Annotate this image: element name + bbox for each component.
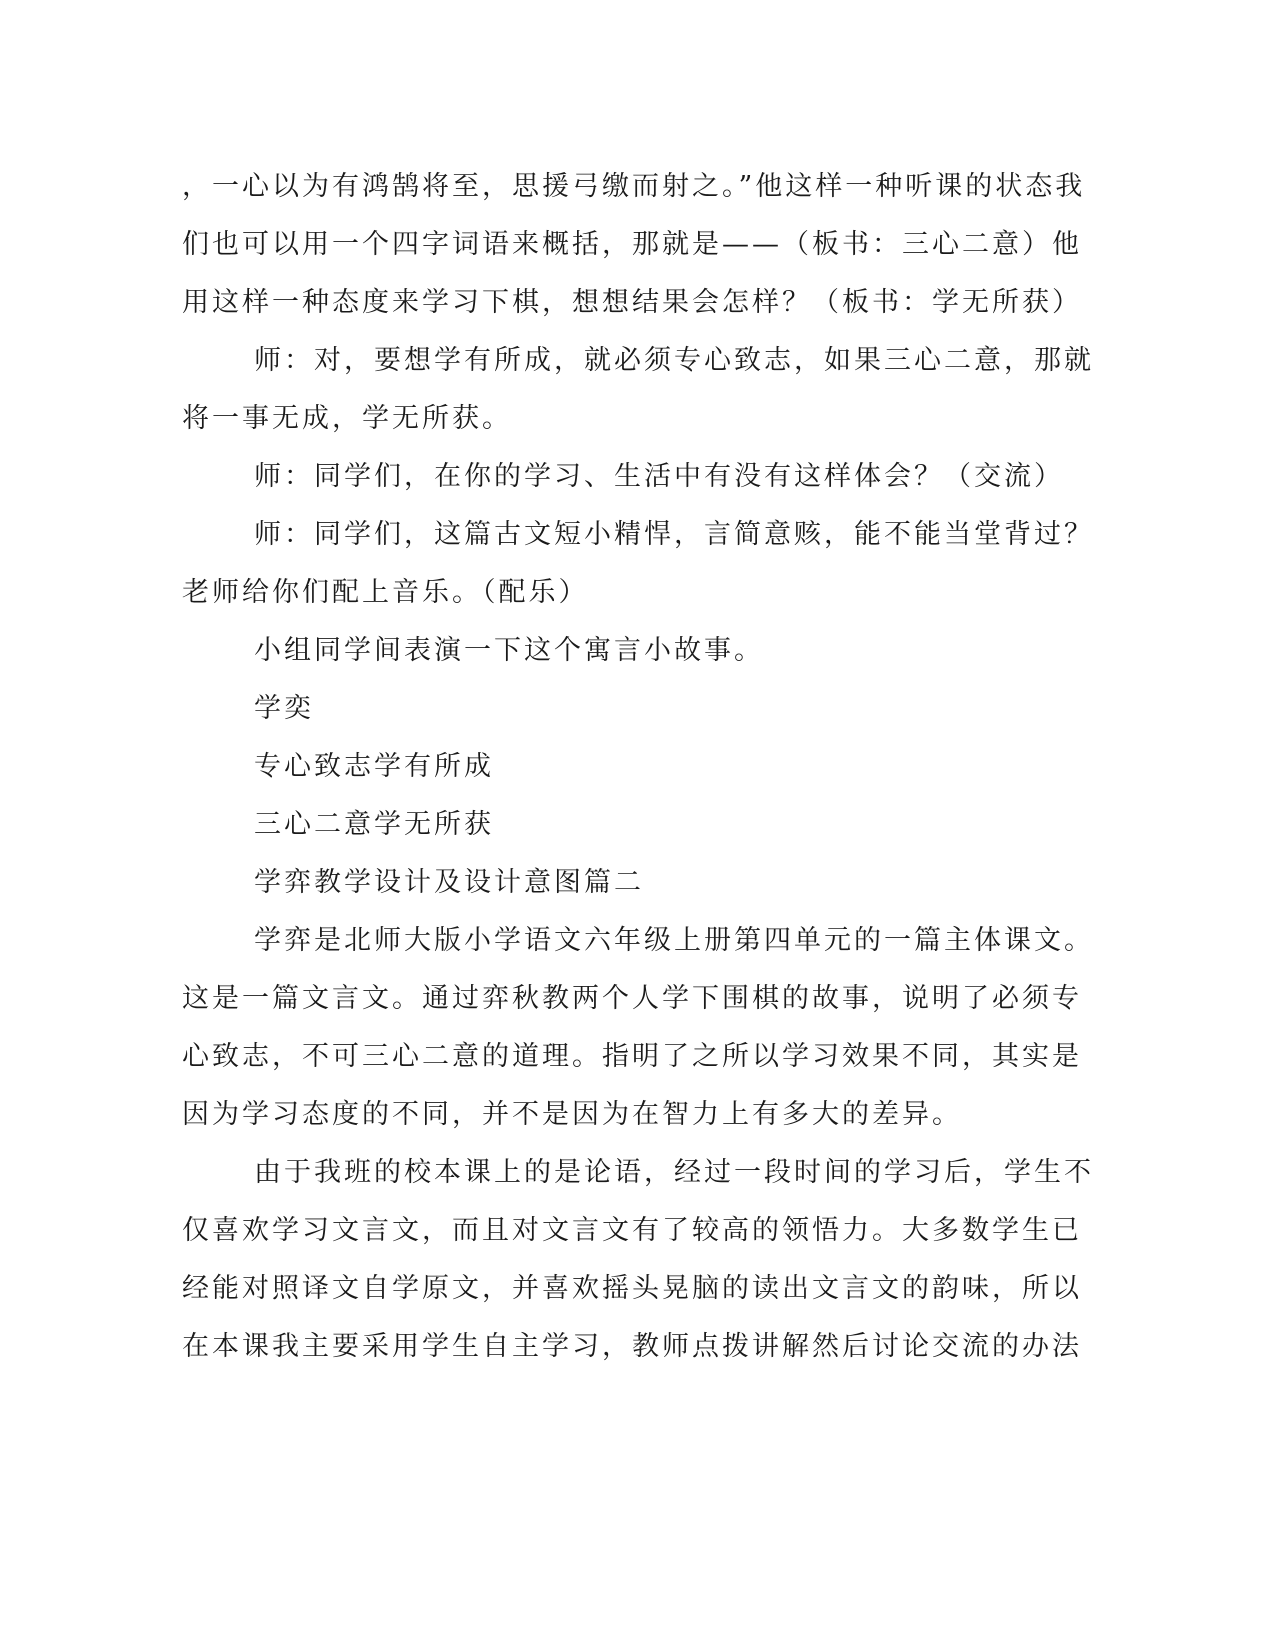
- text-line: 经能对照译文自学原文，并喜欢摇头晃脑的读出文言文的韵味，所以: [182, 1273, 1082, 1304]
- text-line: 们也可以用一个四字词语来概括，那就是——（板书：三心二意）他: [182, 229, 1082, 260]
- text-line: 师：同学们，在你的学习、生活中有没有这样体会？（交流）: [254, 461, 1064, 492]
- text-line: 学弈是北师大版小学语文六年级上册第四单元的一篇主体课文。: [254, 925, 1094, 956]
- section-heading: 学弈教学设计及设计意图篇二: [254, 867, 644, 898]
- text-line: 师：对，要想学有所成，就必须专心致志，如果三心二意，那就: [254, 345, 1094, 376]
- text-line: 在本课我主要采用学生自主学习，教师点拨讲解然后讨论交流的办法: [182, 1331, 1082, 1362]
- text-line: 这是一篇文言文。通过弈秋教两个人学下围棋的故事，说明了必须专: [182, 983, 1082, 1014]
- document-body: [182, 158, 1094, 1376]
- board-line: 三心二意学无所获: [254, 809, 494, 840]
- text-line: 老师给你们配上音乐。（配乐）: [182, 577, 589, 608]
- text-line: 仅喜欢学习文言文，而且对文言文有了较高的领悟力。大多数学生已: [182, 1215, 1082, 1246]
- text-line: 由于我班的校本课上的是论语，经过一段时间的学习后，学生不: [254, 1157, 1094, 1188]
- text-line: ，一心以为有鸿鹄将至，思援弓缴而射之。”他这样一种听课的状态我: [182, 171, 1086, 202]
- text-line: 因为学习态度的不同，并不是因为在智力上有多大的差异。: [182, 1099, 962, 1130]
- text-line: 小组同学间表演一下这个寓言小故事。: [254, 635, 764, 666]
- text-line: 师：同学们，这篇古文短小精悍，言简意赅，能不能当堂背过？: [254, 519, 1094, 550]
- text-line: 将一事无成，学无所获。: [182, 403, 512, 434]
- text-line: 用这样一种态度来学习下棋，想想结果会怎样？（板书：学无所获）: [182, 287, 1082, 318]
- text-line: 心致志，不可三心二意的道理。指明了之所以学习效果不同，其实是: [182, 1041, 1082, 1072]
- board-line: 专心致志学有所成: [254, 751, 494, 782]
- board-title: 学奕: [254, 693, 314, 724]
